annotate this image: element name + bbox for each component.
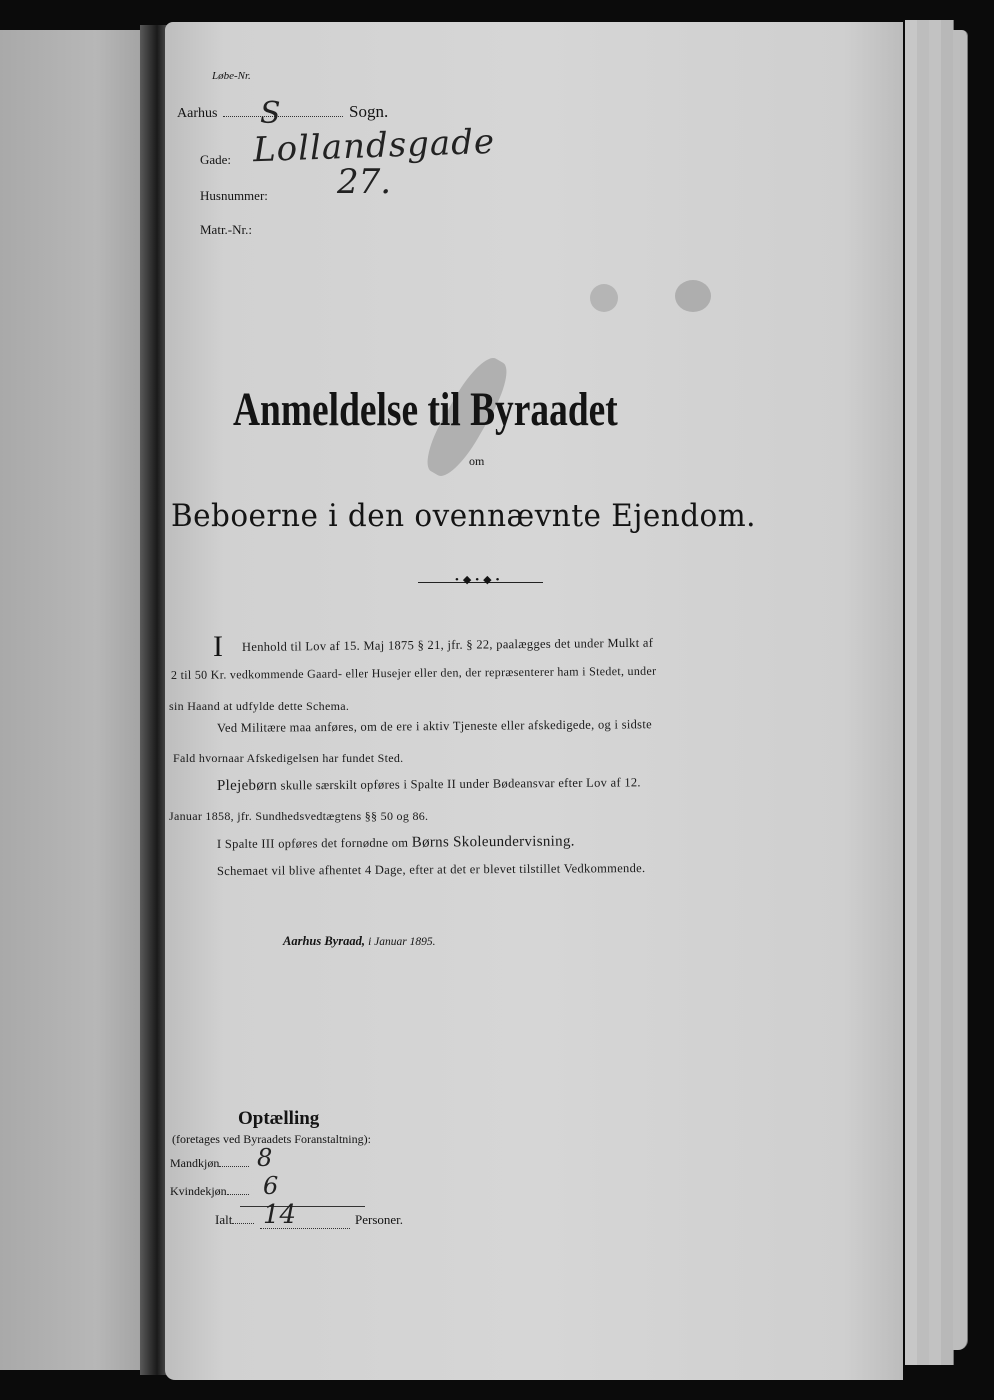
sogn-label: Sogn. [349,102,389,121]
paragraph-1-line-2: 2 til 50 Kr. vedkommende Gaard- eller Husejer eller den, der repræsenterer ham i Stedet, under [170,663,657,682]
gade-handwritten-value: Lollandsgade [252,121,496,171]
stain [675,280,711,312]
aarhus-label: Aarhus [177,106,218,121]
count-title: Optælling [238,1108,320,1129]
lobe-nr-label: Løbe-Nr. [212,70,251,82]
document-subtitle: Beboerne i den ovennævnte Ejendom. [171,498,756,534]
signature-org: Aarhus Byraad, [283,934,365,948]
dot-leader [232,1223,254,1224]
left-facing-page [0,30,160,1370]
drop-cap: I [213,630,223,663]
form-page [165,22,903,1380]
ialt-label: Ialt [215,1212,233,1227]
ialt-field-line [260,1228,350,1229]
kvindekjon-label: Kvindekjøn [170,1184,227,1198]
husnummer-label: Husnummer: [200,188,268,203]
count-note: (foretages ved Byraadets Foranstaltning): [172,1132,371,1146]
mandkjon-label: Mandkjøn [170,1156,220,1170]
signature-date: i Januar 1895. [368,936,436,948]
dot-leader [219,1166,249,1167]
stain [590,284,618,312]
paragraph-3-line-2: Januar 1858, jfr. Sundhedsvedtægtens §§ 50 og 86. [169,809,429,823]
matr-nr-label: Matr.-Nr.: [200,222,252,237]
paragraph-4-emphasis: Børns Skoleundervisning. [411,833,575,851]
om-label: om [469,454,485,468]
mandkjon-value: 8 [257,1144,273,1172]
plejeborn-label: Plejebørn [216,777,278,794]
paragraph-3-line-1: skulle særskilt opføres i Spalte II under Bødeansvar efter Lov af 12. [280,775,641,793]
paragraph-2-line-2: Fald hvornaar Afskedigelsen har fundet Sted. [173,751,404,765]
sum-line [240,1206,365,1207]
document-title: Anmeldelse til Byraadet [233,383,618,436]
kvindekjon-value: 6 [263,1172,279,1200]
paragraph-1-line-1: Henhold til Lov af 15. Maj 1875 § 21, jfr. § 22, paalægges det under Mulkt af [241,635,654,654]
personer-label: Personer. [355,1212,404,1227]
gade-label: Gade: [200,152,232,167]
sogn-field-line [223,116,343,117]
husnummer-handwritten-value: 27. [337,162,392,202]
paragraph-1-line-3: sin Haand at udfylde dette Schema. [169,699,350,713]
ialt-value: 14 [263,1200,297,1230]
ornament-dots: •◆•◆• [455,574,504,586]
paragraph-5: Schemaet vil blive afhentet 4 Dage, efter at det er blevet tilstillet Vedkommende. [216,861,646,878]
paragraph-2-line-1: Ved Militære maa anføres, om de ere i aktiv Tjeneste eller afskedigede, og i sidste [216,717,652,735]
page-edge [953,30,968,1350]
paragraph-4-text: I Spalte III opføres det fornødne om [216,835,409,851]
sogn-handwritten-value: S [260,96,281,131]
dot-leader [227,1194,249,1195]
